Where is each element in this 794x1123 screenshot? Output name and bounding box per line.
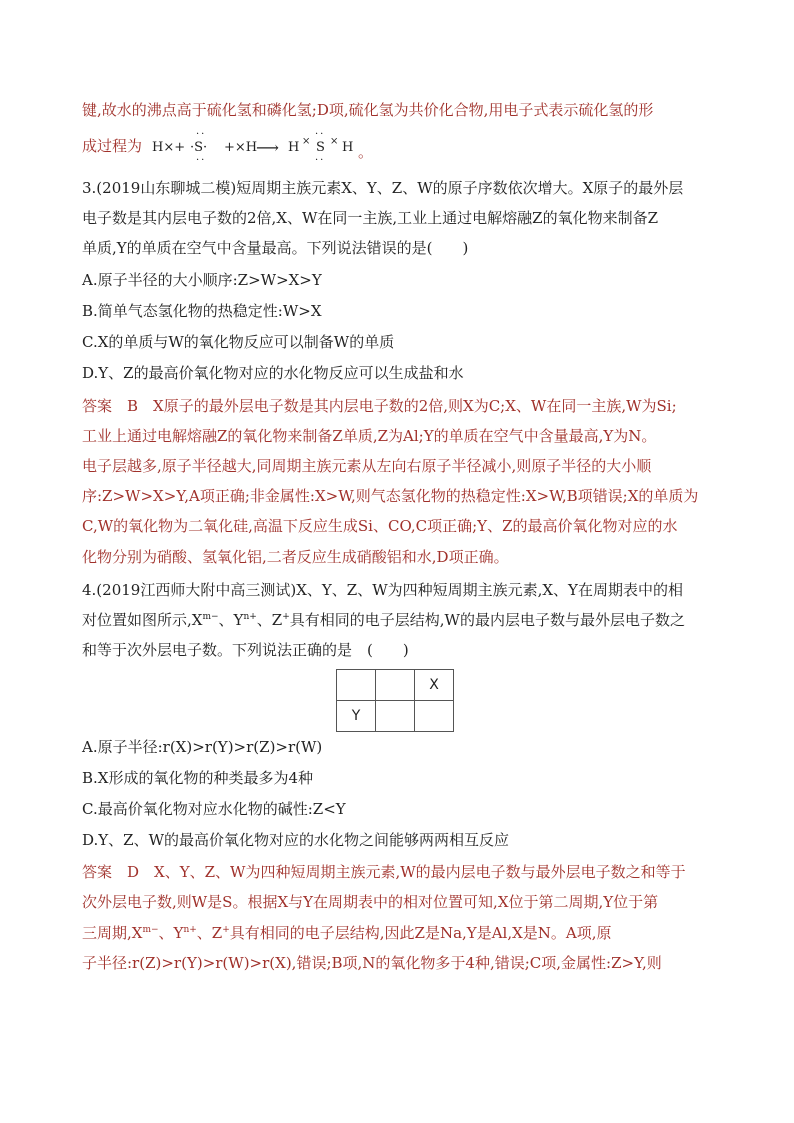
answer2-formation-label bbox=[82, 136, 142, 156]
table-cell bbox=[376, 701, 415, 732]
electron-formula-h2s bbox=[152, 128, 362, 172]
table-cell bbox=[337, 670, 376, 701]
question3-line-1: 3.(2019山东聊城二模)短周期主族元素X、Y、Z、W的原子序数依次增大。X原子的最外层 bbox=[82, 179, 684, 197]
question4-line-2 bbox=[82, 610, 685, 630]
q4-line2-part-b: 、Y bbox=[218, 611, 244, 629]
answer3-line-2: 工业上通过电解熔融Z的氧化物来制备Z单质,Z为Al;Y的单质在空气中含量最高,Y为N。 bbox=[82, 427, 657, 445]
formula-product-s: S bbox=[316, 140, 325, 155]
a4-line3-part-c: 、Z bbox=[196, 924, 223, 942]
question4-option-a: A.原子半径:r(X)>r(Y)>r(Z)>r(W) bbox=[82, 738, 323, 756]
table-cell: Y bbox=[337, 701, 376, 732]
q4-line2-part-c: 、Z bbox=[256, 611, 283, 629]
question4-option-d: D.Y、Z、W的最高价氧化物对应的水化物之间能够两两相互反应 bbox=[82, 831, 510, 849]
q4-ion-charge-z: + bbox=[282, 612, 290, 622]
formula-dots-top-2: ·· bbox=[315, 129, 326, 140]
question3-option-d: D.Y、Z的最高价氧化物对应的水化物反应可以生成盐和水 bbox=[82, 364, 464, 382]
formula-product-h1: H bbox=[288, 140, 300, 155]
q4-line2-part-a: 对位置如图所示,X bbox=[82, 611, 203, 629]
question4-option-c: C.最高价氧化物对应水化物的碱性:Z<Y bbox=[82, 800, 346, 818]
formula-dots-top-1: ·· bbox=[196, 129, 207, 140]
answer2-continuation-line: 键,故水的沸点高于硫化氢和磷化氢;D项,硫化氢为共价化合物,用电子式表示硫化氢的形 bbox=[82, 101, 654, 119]
formula-reactant-h: H×+ bbox=[152, 140, 186, 155]
answer4-line-2: 次外层电子数,则W是S。根据X与Y在周期表中的相对位置可知,X位于第二周期,Y位于第 bbox=[82, 893, 659, 911]
answer3-line-1: 答案 B X原子的最外层电子数是其内层电子数的2倍,则X为C;X、W在同一主族,W为Si; bbox=[82, 397, 677, 415]
table-cell bbox=[376, 670, 415, 701]
question4-line-3: 和等于次外层电子数。下列说法正确的是 ( ) bbox=[82, 641, 409, 659]
question3-line-3: 单质,Y的单质在空气中含量最高。下列说法错误的是( ) bbox=[82, 239, 469, 257]
question4-option-b: B.X形成的氧化物的种类最多为4种 bbox=[82, 769, 314, 787]
table-row bbox=[337, 670, 454, 701]
periodic-position-table bbox=[336, 669, 454, 732]
answer4-line-1: 答案 D X、Y、Z、W为四种短周期主族元素,W的最内层电子数与最外层电子数之和等于 bbox=[82, 863, 686, 881]
table-cell bbox=[415, 701, 454, 732]
answer4-line-3 bbox=[82, 923, 612, 943]
a4-ion-charge-z: + bbox=[222, 925, 230, 935]
formula-reactant-h2: +×H bbox=[224, 140, 258, 155]
answer3-line-3: 电子层越多,原子半径越大,同周期主族元素从左向右原子半径减小,则原子半径的大小顺 bbox=[82, 457, 652, 475]
formation-label-text: 成过程为 bbox=[82, 137, 143, 155]
answer4-line-4: 子半径:r(Z)>r(Y)>r(W)>r(X),错误;B项,N的氧化物多于4种,错误;C项,金属性:Z>Y,则 bbox=[82, 954, 662, 972]
a4-ion-charge-x: m− bbox=[142, 925, 159, 935]
formula-arrow: ⟶ bbox=[256, 138, 279, 157]
question4-line-1: 4.(2019江西师大附中高三测试)X、Y、Z、W为四种短周期主族元素,X、Y在周期表中的相 bbox=[82, 581, 683, 599]
table-cell: X bbox=[415, 670, 454, 701]
question3-option-b: B.简单气态氢化物的热稳定性:W>X bbox=[82, 302, 322, 320]
a4-line3-part-b: 、Y bbox=[158, 924, 184, 942]
formula-sulfur-atom: ·S· bbox=[190, 140, 208, 155]
formula-bond-1: × bbox=[302, 136, 311, 147]
question3-line-2: 电子数是其内层电子数的2倍,X、W在同一主族,工业上通过电解熔融Z的氧化物来制备Z bbox=[82, 209, 659, 227]
formula-period: 。 bbox=[358, 143, 374, 161]
q4-ion-charge-x: m− bbox=[202, 612, 219, 622]
formula-product-h2: H bbox=[342, 140, 354, 155]
formula-dots-bottom-1: ·· bbox=[196, 155, 207, 166]
question3-option-a: A.原子半径的大小顺序:Z>W>X>Y bbox=[82, 271, 322, 289]
answer3-line-6: 化物分别为硝酸、氢氧化铝,二者反应生成硝酸铝和水,D项正确。 bbox=[82, 548, 509, 566]
a4-ion-charge-y: n+ bbox=[183, 925, 197, 935]
answer3-line-5: C,W的氧化物为二氧化硅,高温下反应生成Si、CO,C项正确;Y、Z的最高价氧化物对应的水 bbox=[82, 517, 678, 535]
formula-bond-2: × bbox=[330, 136, 339, 147]
question3-option-c: C.X的单质与W的氧化物反应可以制备W的单质 bbox=[82, 333, 395, 351]
table-row bbox=[337, 701, 454, 732]
q4-line2-part-d: 具有相同的电子层结构,W的最内层电子数与最外层电子数之 bbox=[289, 611, 685, 629]
formula-dots-bottom-2: ·· bbox=[315, 155, 326, 166]
a4-line3-part-d: 具有相同的电子层结构,因此Z是Na,Y是Al,X是N。A项,原 bbox=[229, 924, 612, 942]
a4-line3-part-a: 三周期,X bbox=[82, 924, 143, 942]
q4-ion-charge-y: n+ bbox=[243, 612, 257, 622]
answer3-line-4: 序:Z>W>X>Y,A项正确;非金属性:X>W,则气态氢化物的热稳定性:X>W,B项错误;X的单质为 bbox=[82, 487, 699, 505]
